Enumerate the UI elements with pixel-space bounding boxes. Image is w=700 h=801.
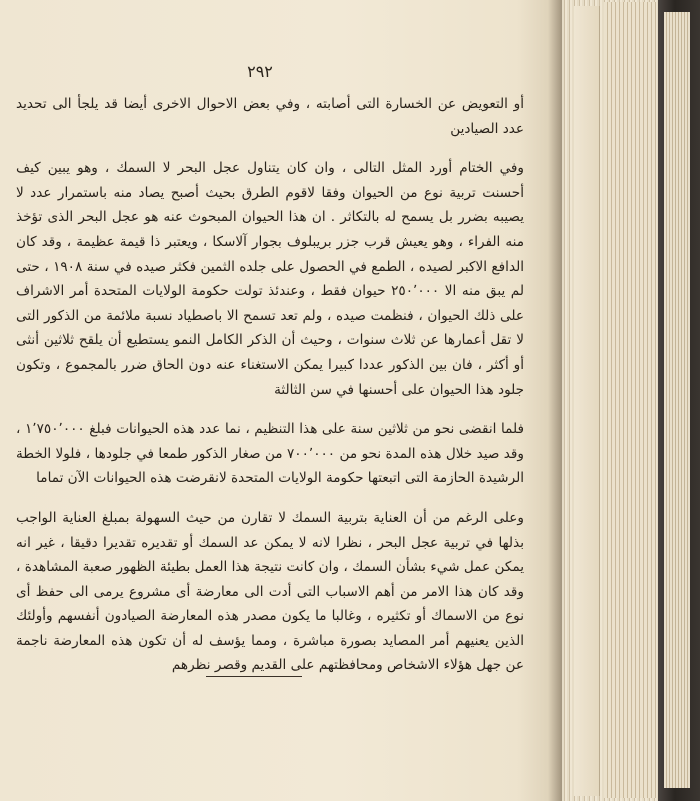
page-edges [562,0,700,801]
page-stack-edge [574,6,600,796]
page-stack-edge-3 [664,12,690,788]
paragraph-4: وعلى الرغم من أن العناية بتربية السمك لا تقارن من حيث السهولة بمبلغ العناية الواجب بذلها في تربية عجل البحر ، نظرا لانه لا يمكن عد السمك أو تقديره تقديرا دقيقا ، غير انه يمكن عمل شيء بشأن السمك ، وان كانت نتيجة هذا العمل بطيئة الظهور صعبة المشاهدة ، وقد كان هذا الامر من أهم الاسباب التى أدت الى معارضة أى مشروع يرمى الى حفظ أى نوع من الاسماك أو تكثيره ، وغالبا ما يكون مصدر هذه المعارضة الصيادون أنفسهم وأولئك الذين يعنيهم أمر المصايد بصورة مباشرة ، ومما يؤسف له أن تكون هذه المعارضة ناجمة عن جهل هؤلاء الاشخاص ومحافظتهم على القديم وقصر نظرهم [16,509,524,674]
paragraph-3: فلما انقضى نحو من ثلاثين سنة على هذا التنظيم ، نما عدد هذه الحيوانات فبلغ ١٬٧٥٠٬٠٠٠ ، وقد صيد خلال هذه المدة نحو من ٧٠٠٬٠٠٠ من صغار الذكور طمعا في جلودها ، فلولا الخطة الرشيدة الحازمة التى اتبعتها حكومة الولايات المتحدة لانقرضت هذه الحيوانات الآن تماما [16,421,524,487]
body-text [16,92,524,678]
page-stack-edge-2 [604,2,656,798]
end-rule [206,676,302,677]
paragraph-2: وفي الختام أورد المثل التالى ، وان كان يتناول عجل البحر لا السمك ، وهو يبين كيف أحسنت تربية نوع من الحيوان وفقا لاقوم الطرق بحيث أصبح يصاد منه باستمرار عدد لا يصيبه بضرر بل يسمح له بالتكاثر . ان هذا الحيوان المبحوث عنه هو عجل البحر الذى تؤخذ منه الفراء ، وهو يعيش قرب جزر بريبلوف بجوار آلاسكا ، ويعتبر ذا قيمة عظيمة ، وقد كان الدافع الاكبر لصيده ، الطمع في الحصول على جلده الثمين فكثر صيده في سنة ١٩٠٨ ، حتى لم يبق منه الا ٢٥٠٬٠٠٠ حيوان فقط ، وعندئذ تولت حكومة الولايات المتحدة أمر الاشراف على ذلك الحيوان ، فنظمت صيده ، ولم تعد تسمح الا باصطياد نسبة ملائمة من الذكور التى لا تقل أعمارها عن ثلاث سنوات ، وحيث أن الذكر الكامل النمو يستطيع أن يلقح ثلاثين أنثى أو أكثر ، فان بين الذكور عددا كبيرا يمكن الاستغناء عنه دون الحاق ضرر بالمجموع ، وتكون جلود هذا الحيوان على أحسنها في سن الثالثة [16,160,524,398]
paragraph-1: أو التعويض عن الخسارة التى أصابته ، وفي بعض الاحوال الاخرى أيضا قد يلجأ الى تحديد عدد الصيادين [16,96,524,137]
page-gutter-shadow [548,0,562,801]
page-number: ٢٩٢ [247,62,273,81]
